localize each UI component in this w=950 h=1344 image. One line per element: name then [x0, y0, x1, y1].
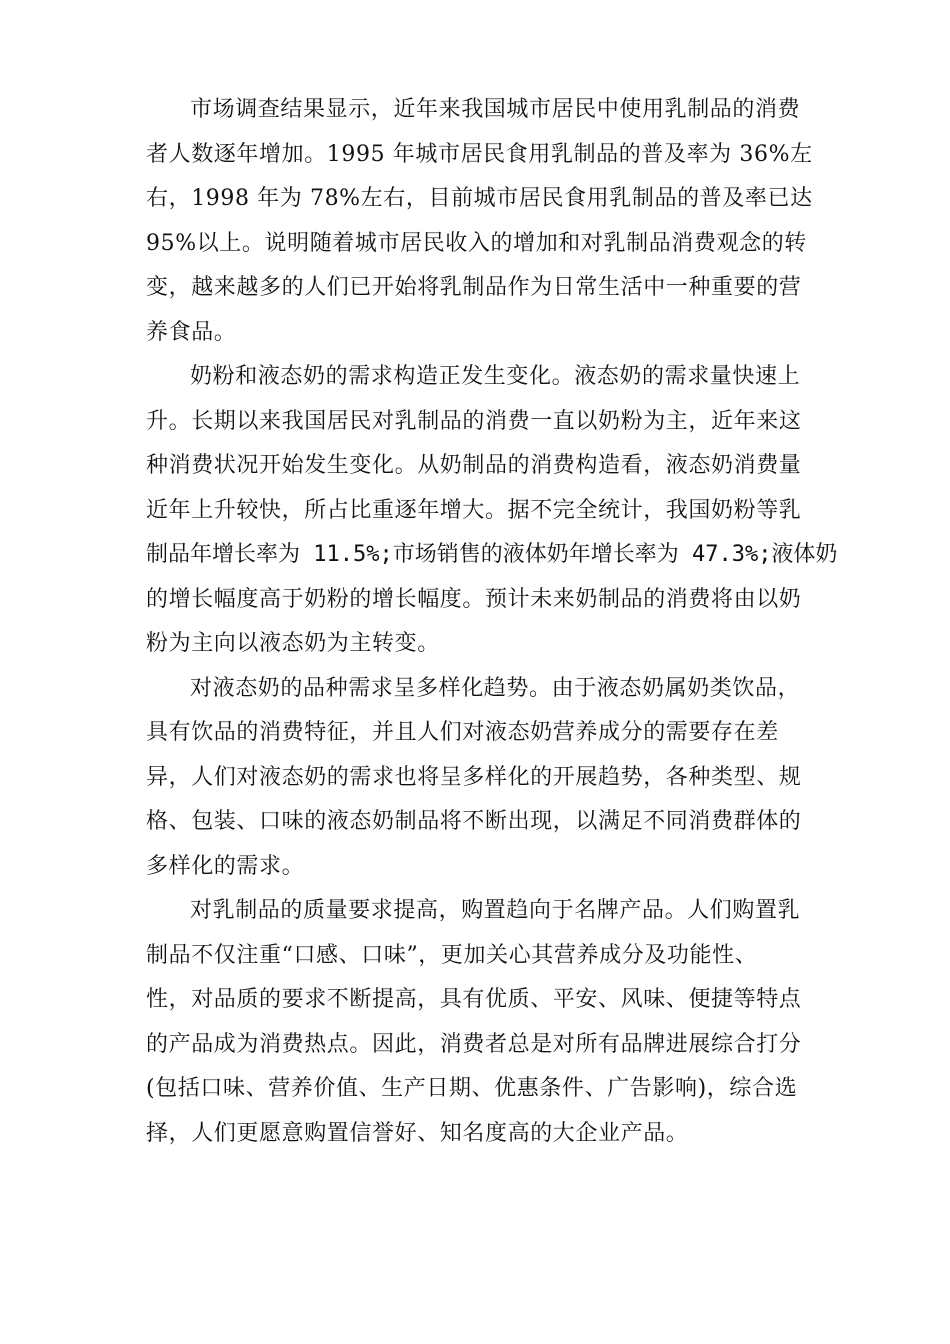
text-line: 95%以上。说明随着城市居民收入的增加和对乳制品消费观念的转: [146, 230, 807, 256]
text-line: 格、包装、口味的液态奶制品将不断出现，以满足不同消费群体的: [146, 809, 802, 834]
text-line: 的增长幅度高于奶粉的增长幅度。预计未来奶制品的消费将由以奶: [146, 586, 802, 612]
paragraph-variety-trend: [146, 667, 806, 890]
paragraph-demand-structure: [146, 355, 838, 667]
text-line: 奶粉和液态奶的需求构造正发生变化。液态奶的需求量快速上: [190, 364, 801, 389]
text-line: 养食品。: [146, 319, 237, 345]
text-line: 种消费状况开始发生变化。从奶制品的消费构造看，液态奶消费量: [146, 453, 802, 478]
text-line: 市场调查结果显示，近年来我国城市居民中使用乳制品的消费: [190, 97, 801, 122]
text-line: 右，1998 年为 78%左右，目前城市居民食用乳制品的普及率已达: [146, 186, 813, 211]
text-line: 对乳制品的质量要求提高，购置趋向于名牌产品。人们购置乳: [190, 898, 801, 923]
document-body: [146, 88, 838, 1156]
text-line: 制品年增长率为 11.5%;市场销售的液体奶年增长率为 47.3%;液体奶: [146, 542, 838, 567]
text-line: 粉为主向以液态奶为主转变。: [146, 631, 440, 656]
text-line: 对液态奶的品种需求呈多样化趋势。由于液态奶属奶类饮品，: [190, 675, 801, 701]
text-line: 异，人们对液态奶的需求也将呈多样化的开展趋势，各种类型、规: [146, 764, 802, 790]
text-line: 制品不仅注重“口感、口味”，更加关心其营养成分及功能性、: [146, 942, 758, 968]
text-line: 择，人们更愿意购置信誉好、知名度高的大企业产品。: [146, 1120, 689, 1146]
text-line: 性，对品质的要求不断提高，具有优质、平安、风味、便捷等特点: [146, 987, 802, 1012]
text-line: 升。长期以来我国居民对乳制品的消费一直以奶粉为主，近年来这: [146, 408, 802, 434]
text-line: 变，越来越多的人们已开始将乳制品作为日常生活中一种重要的营: [146, 275, 802, 300]
text-line: 的产品成为消费热点。因此，消费者总是对所有品牌进展综合打分: [146, 1031, 802, 1057]
text-line: 多样化的需求。: [146, 853, 305, 879]
text-line: 具有饮品的消费特征，并且人们对液态奶营养成分的需要存在差: [146, 720, 779, 745]
paragraph-quality-brands: [146, 889, 806, 1156]
text-line: (包括口味、营养价值、生产日期、优惠条件、广告影响)，综合选: [146, 1076, 798, 1101]
text-line: 近年上升较快，所占比重逐年增大。据不完全统计，我国奶粉等乳: [146, 497, 802, 523]
paragraph-dairy-consumers: [146, 88, 813, 355]
text-line: 者人数逐年增加。1995 年城市居民食用乳制品的普及率为 36%左: [146, 141, 813, 167]
